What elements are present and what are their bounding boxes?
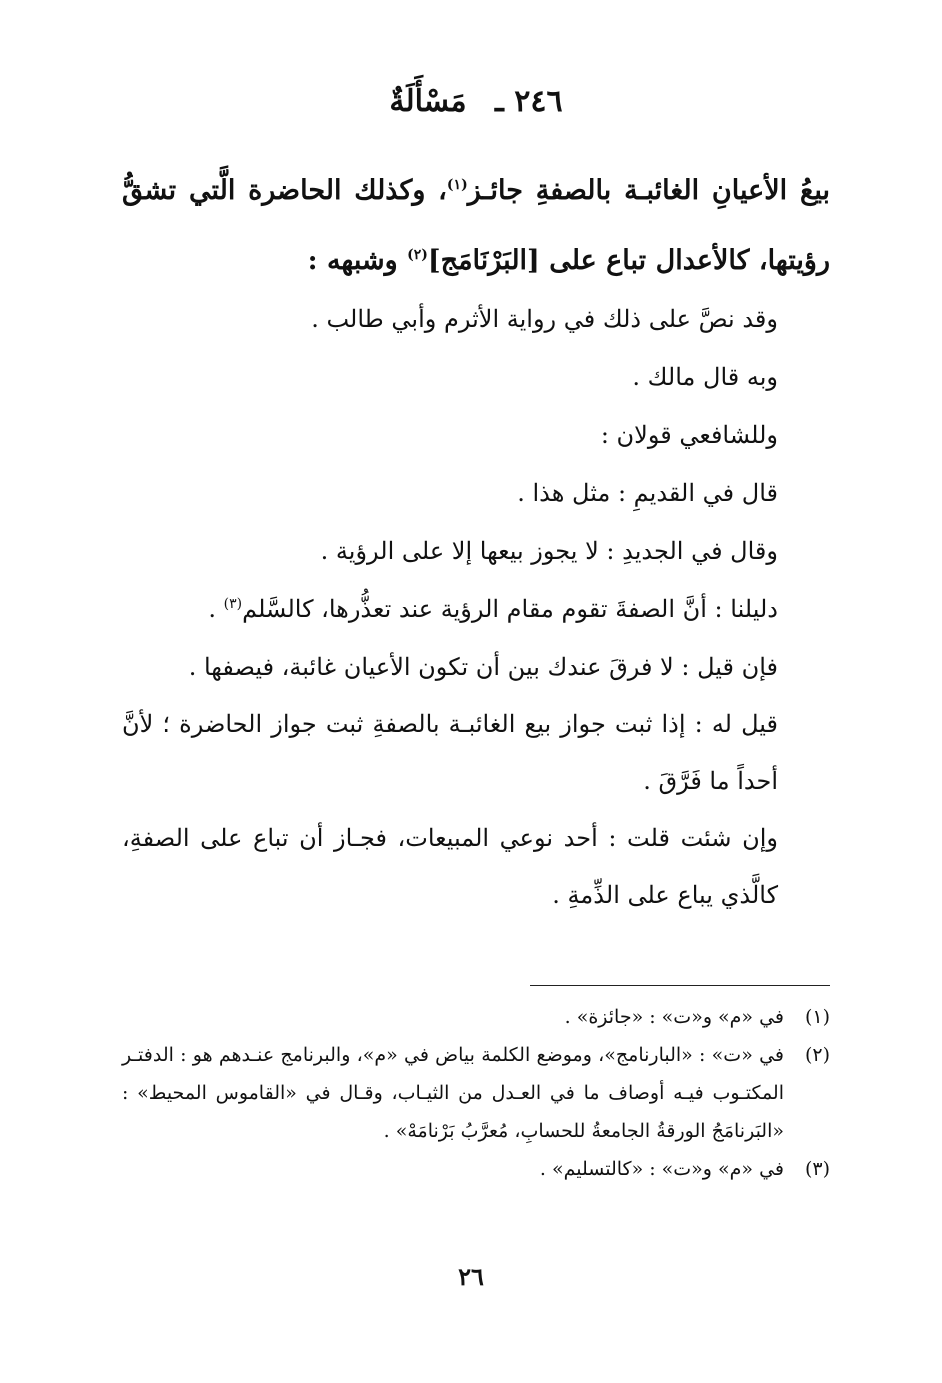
footnote-number: (٢) [804, 1044, 830, 1066]
paragraph-old-opinion: قال في القديمِ : مثل هذا . [517, 479, 778, 507]
main-ruling-part2: ، وكذلك الحاضرة الَّتي تشقُّ رؤيتها، كالأعدال تباع على [البَرْنَامَج] [122, 175, 830, 276]
paragraph-alternative: وإن شئت قلت : أحد نوعي المبيعات، فجـاز أن تباع على الصفةِ، كالَّذي يباع على الذِّمةِ . [122, 824, 778, 909]
footnote-text: في «م» و«ت» : «كالتسليم» . [539, 1158, 784, 1180]
issue-heading [0, 82, 942, 122]
footnote-ref-2[interactable]: (٢) [407, 247, 428, 263]
discussion-body [122, 290, 830, 924]
footnote-3 [122, 1150, 830, 1188]
paragraph-objection: فإن قيل : لا فرقَ عندك بين أن تكون الأعيان غائبة، فيصفها . [188, 653, 778, 681]
paragraph-shafii: وللشافعي قولان : [600, 421, 778, 449]
footnote-ref-3[interactable]: (٣) [223, 596, 243, 612]
footnote-text: في «م» و«ت» : «جائزة» . [564, 1006, 784, 1028]
footnotes [122, 998, 830, 1188]
footnote-number: (١) [804, 1006, 830, 1028]
footnote-ref-1[interactable]: (١) [446, 177, 468, 193]
paragraph-new-opinion: وقال في الجديدِ : لا يجوز بيعها إلا على الرؤية . [320, 537, 778, 565]
paragraph-narration: وقد نصَّ على ذلك في رواية الأثرم وأبي طالب . [311, 305, 778, 333]
main-ruling [122, 156, 830, 296]
issue-title: مَسْأَلَةٌ [389, 84, 467, 119]
footnote-1 [122, 998, 830, 1036]
issue-number: ٢٤٦ ـ [495, 84, 563, 119]
footnote-divider [530, 985, 830, 986]
main-ruling-part1: بيعُ الأعيانِ الغائبـة بالصفةِ جائـز [467, 175, 830, 206]
paragraph-reply: قيل له : إذا ثبت جواز بيع الغائبـة بالصفةِ ثبت جواز الحاضرة ؛ لأنَّ أحداً ما فَرَّقَ . [122, 710, 779, 795]
main-ruling-part3: وشبهه : [307, 245, 408, 276]
footnote-text: في «ت» : «البارنامج»، وموضع الكلمة بياض في «م»، والبرنامج عنـدهم هو : الدفتـر المكتـوب فيـه أوصاف ما في العـدل من الثيـاب، وقـال في «القاموس المحيط» : «البَرنامَجُ الورقةُ الجامعةُ للحسابِ، مُعرَّبُ بَرْنامَهْ» . [122, 1044, 784, 1142]
evidence-text: دليلنا : أنَّ الصفةَ تقوم مقام الرؤية عند تعذُّرها، كالسَّلم [242, 595, 778, 623]
footnote-number: (٣) [804, 1158, 830, 1180]
evidence-end: . [208, 595, 224, 623]
page-number: ٢٦ [458, 1262, 484, 1291]
paragraph-malik: وبه قال مالك . [632, 363, 778, 391]
paragraph-evidence [122, 580, 830, 638]
footnote-2 [122, 1036, 830, 1150]
